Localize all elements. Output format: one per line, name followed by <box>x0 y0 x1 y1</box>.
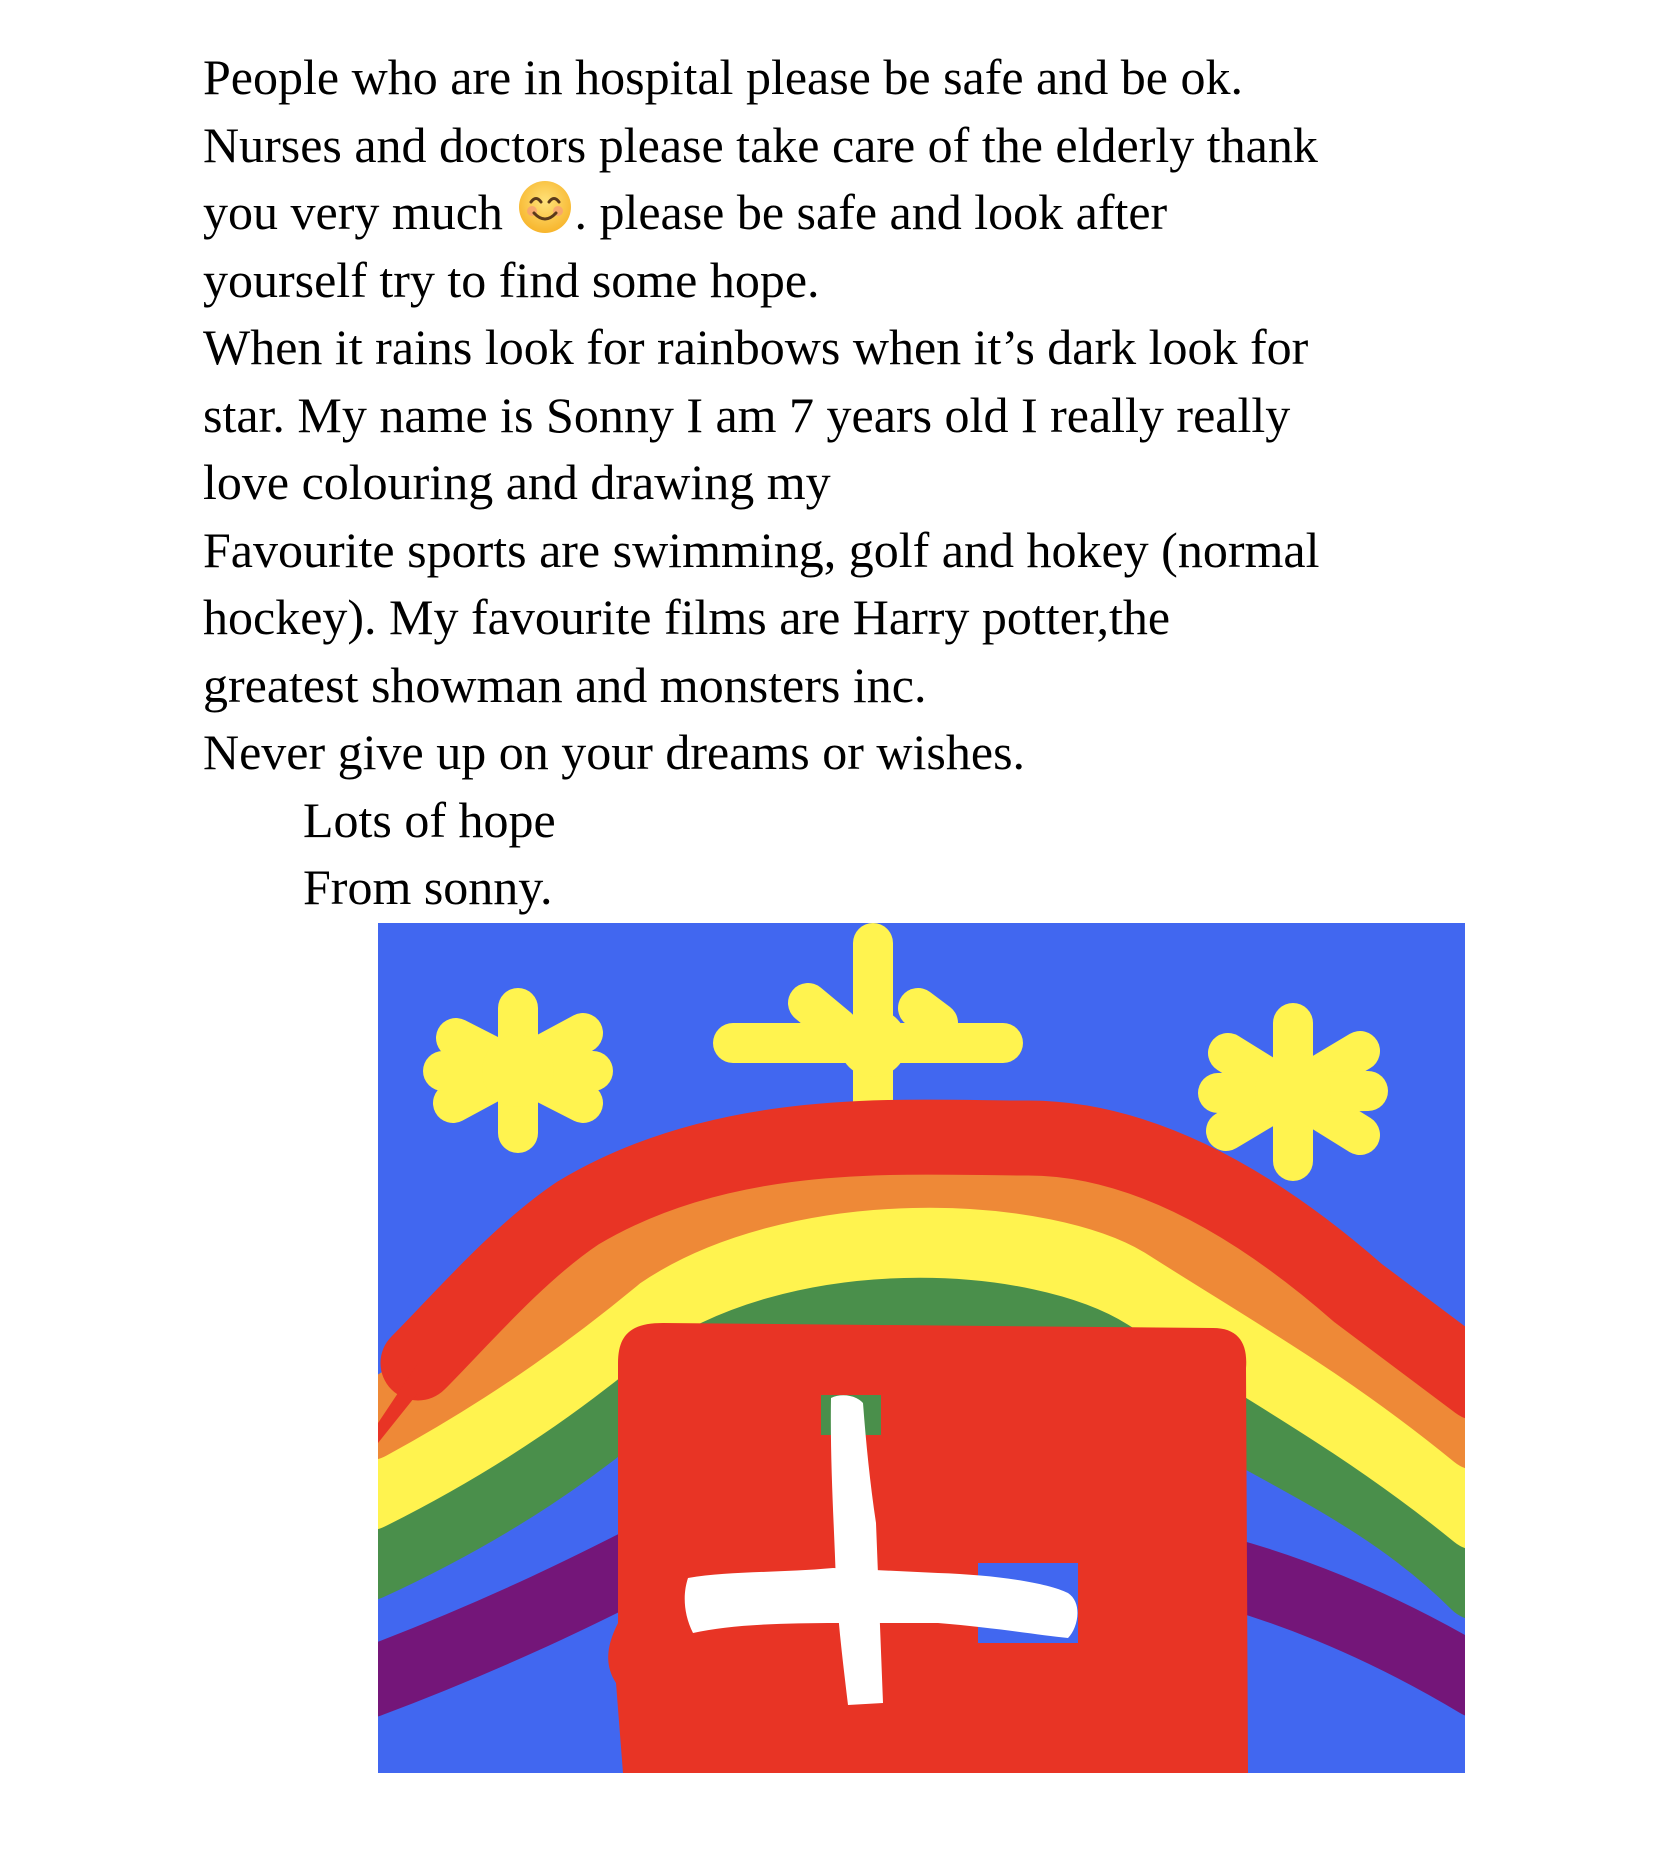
letter-line-9: hockey). My favourite films are Harry potter,the <box>203 589 1171 645</box>
letter-line-8: Favourite sports are swimming, golf and hokey (normal <box>203 521 1320 578</box>
signature: From sonny. <box>303 859 553 915</box>
letter-line-3-end: . please be safe and look after <box>574 184 1168 240</box>
letter-line-1: People who are in hospital please be safe and be ok. <box>203 49 1243 105</box>
letter-line-10: greatest showman and monsters inc. <box>203 656 927 713</box>
letter-line-5: When it rains look for rainbows when it’s dark look for <box>203 319 1309 375</box>
letter-line-4: yourself try to find some hope. <box>203 251 820 308</box>
signoff: Lots of hope <box>303 791 556 848</box>
hospital-building <box>608 1323 1248 1773</box>
letter-line-6: star. My name is Sonny I am 7 years old I really really <box>203 386 1291 443</box>
letter-line-2: Nurses and doctors please take care of the elderly thank <box>203 116 1318 173</box>
smiling-face-icon <box>517 179 573 235</box>
letter-text <box>203 44 1503 922</box>
child-drawing <box>378 923 1465 1773</box>
letter-line-3-start: you very much <box>203 184 503 240</box>
star-left <box>443 1008 593 1133</box>
letter-line-7: love colouring and drawing my <box>203 454 831 510</box>
star-right <box>1218 1023 1368 1161</box>
letter-line-3 <box>203 179 1503 247</box>
letter-line-11: Never give up on your dreams or wishes. <box>203 724 1026 780</box>
